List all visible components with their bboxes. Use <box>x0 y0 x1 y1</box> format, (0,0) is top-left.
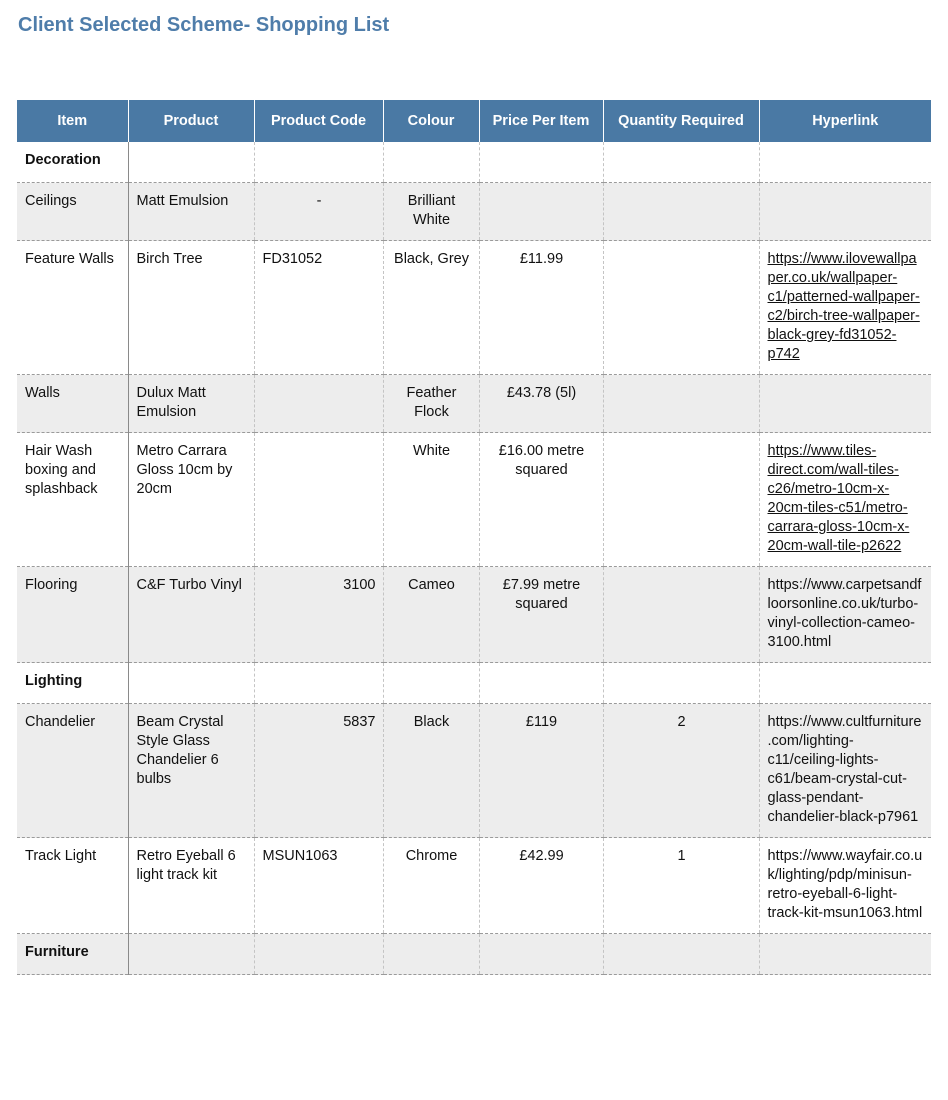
price-cell: £43.78 (5l) <box>479 375 603 433</box>
table-row <box>17 704 931 838</box>
header-colour: Colour <box>383 100 479 142</box>
item-cell: Hair Wash boxing and splashback <box>17 433 128 567</box>
section-row-decoration <box>17 142 931 183</box>
hyperlink-cell[interactable]: https://www.wayfair.co.uk/lighting/pdp/minisun-retro-eyeball-6-light-track-kit-msun1063.html <box>759 838 931 934</box>
product-cell: Birch Tree <box>128 241 254 375</box>
colour-cell: Feather Flock <box>383 375 479 433</box>
item-cell: Track Light <box>17 838 128 934</box>
code-cell: FD31052 <box>254 241 383 375</box>
product-cell: Beam Crystal Style Glass Chandelier 6 bulbs <box>128 704 254 838</box>
colour-cell: White <box>383 433 479 567</box>
price-cell <box>479 183 603 241</box>
hyperlink-cell[interactable]: https://www.cultfurniture.com/lighting-c11/ceiling-lights-c61/beam-crystal-cut-glass-pendant-chandelier-black-p7961 <box>759 704 931 838</box>
shopping-list-table <box>17 100 931 975</box>
table-row <box>17 241 931 375</box>
item-cell: Walls <box>17 375 128 433</box>
colour-cell: Cameo <box>383 567 479 663</box>
colour-cell: Brilliant White <box>383 183 479 241</box>
section-label: Decoration <box>17 142 128 183</box>
table-row <box>17 433 931 567</box>
section-label: Furniture <box>17 934 128 975</box>
header-hyperlink: Hyperlink <box>759 100 931 142</box>
quantity-cell <box>603 241 759 375</box>
quantity-cell: 1 <box>603 838 759 934</box>
item-cell: Chandelier <box>17 704 128 838</box>
code-cell <box>254 375 383 433</box>
colour-cell: Black, Grey <box>383 241 479 375</box>
hyperlink-cell[interactable]: https://www.carpetsandfloorsonline.co.uk/turbo-vinyl-collection-cameo-3100.html <box>759 567 931 663</box>
price-cell: £7.99 metre squared <box>479 567 603 663</box>
code-cell <box>254 433 383 567</box>
product-cell: Matt Emulsion <box>128 183 254 241</box>
table-row <box>17 375 931 433</box>
product-cell: Metro Carrara Gloss 10cm by 20cm <box>128 433 254 567</box>
item-cell: Flooring <box>17 567 128 663</box>
header-price-per-item: Price Per Item <box>479 100 603 142</box>
colour-cell: Black <box>383 704 479 838</box>
header-product: Product <box>128 100 254 142</box>
colour-cell: Chrome <box>383 838 479 934</box>
price-cell: £119 <box>479 704 603 838</box>
product-cell: C&F Turbo Vinyl <box>128 567 254 663</box>
price-cell: £16.00 metre squared <box>479 433 603 567</box>
table-row <box>17 567 931 663</box>
header-product-code: Product Code <box>254 100 383 142</box>
price-cell: £42.99 <box>479 838 603 934</box>
page-title: Client Selected Scheme- Shopping List <box>18 14 390 36</box>
quantity-cell <box>603 433 759 567</box>
hyperlink-cell <box>759 183 931 241</box>
product-cell: Dulux Matt Emulsion <box>128 375 254 433</box>
hyperlink-cell[interactable]: https://www.ilovewallpaper.co.uk/wallpaper-c1/patterned-wallpaper-c2/birch-tree-wallpaper-black-grey-fd31052-p742 <box>759 241 931 375</box>
item-cell: Feature Walls <box>17 241 128 375</box>
section-row-lighting <box>17 663 931 704</box>
code-cell: 3100 <box>254 567 383 663</box>
quantity-cell: 2 <box>603 704 759 838</box>
header-quantity-required: Quantity Required <box>603 100 759 142</box>
section-label: Lighting <box>17 663 128 704</box>
table-header-row <box>17 100 931 142</box>
item-cell: Ceilings <box>17 183 128 241</box>
quantity-cell <box>603 375 759 433</box>
hyperlink-cell <box>759 375 931 433</box>
quantity-cell <box>603 183 759 241</box>
header-item: Item <box>17 100 128 142</box>
price-cell: £11.99 <box>479 241 603 375</box>
code-cell: MSUN1063 <box>254 838 383 934</box>
code-cell: 5837 <box>254 704 383 838</box>
quantity-cell <box>603 567 759 663</box>
code-cell: - <box>254 183 383 241</box>
hyperlink-cell[interactable]: https://www.tiles-direct.com/wall-tiles-c26/metro-10cm-x-20cm-tiles-c51/metro-carrara-gloss-10cm-x-20cm-wall-tile-p2622 <box>759 433 931 567</box>
product-cell: Retro Eyeball 6 light track kit <box>128 838 254 934</box>
table-row <box>17 838 931 934</box>
table-row <box>17 183 931 241</box>
section-row-furniture <box>17 934 931 975</box>
